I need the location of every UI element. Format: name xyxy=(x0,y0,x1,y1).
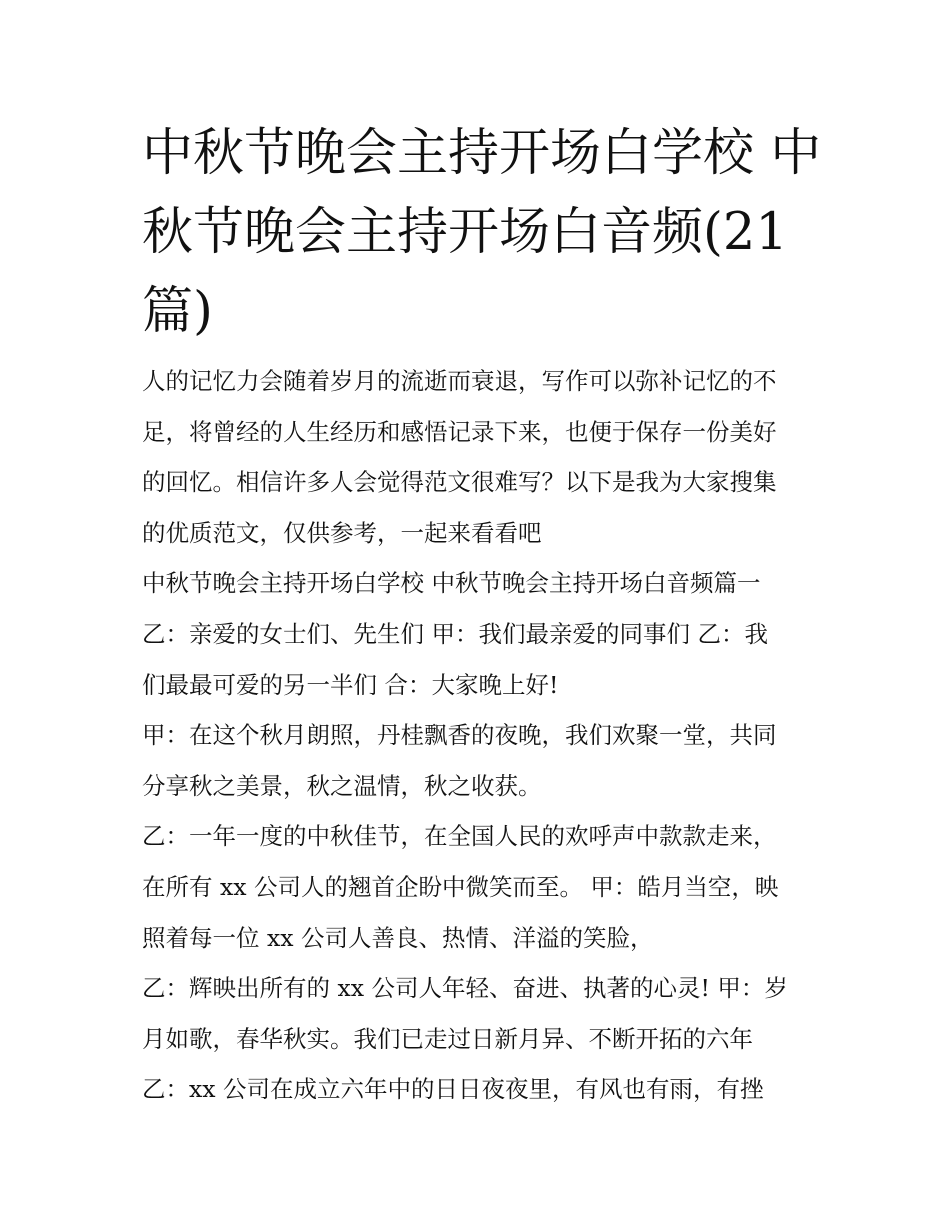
body-line: 的优质范文，仅供参考，一起来看看吧 xyxy=(142,518,542,547)
body-line: 中秋节晚会主持开场白学校 中秋节晚会主持开场白音频篇一 xyxy=(142,569,761,598)
body-line: 们最最可爱的另一半们 合：大家晚上好! xyxy=(142,670,559,699)
body-line: 乙：辉映出所有的 xx 公司人年轻、奋进、执著的心灵! 甲：岁 xyxy=(142,974,788,1003)
body-line: 足，将曾经的人生经历和感悟记录下来，也便于保存一份美好 xyxy=(142,417,777,446)
body-line: 甲：在这个秋月朗照，丹桂飘香的夜晚，我们欢聚一堂，共同 xyxy=(142,721,777,750)
title-line: 篇) xyxy=(142,282,213,341)
body-line: 照着每一位 xx 公司人善良、热情、洋溢的笑脸， xyxy=(142,923,654,952)
body-line: 乙：亲爱的女士们、先生们 甲：我们最亲爱的同事们 乙：我 xyxy=(142,619,768,648)
body-line: 的回忆。相信许多人会觉得范文很难写？以下是我为大家搜集 xyxy=(142,468,777,497)
body-line: 乙：xx 公司在成立六年中的日日夜夜里，有风也有雨，有挫 xyxy=(142,1075,764,1104)
body-line: 在所有 xx 公司人的翘首企盼中微笑而至。 甲：皓月当空，映 xyxy=(142,872,779,901)
title-line: 中秋节晚会主持开场白学校 中 xyxy=(142,124,822,183)
document-title xyxy=(142,114,822,351)
body-line: 乙：一年一度的中秋佳节，在全国人民的欢呼声中款款走来， xyxy=(142,822,777,851)
body-line: 月如歌，春华秋实。我们已走过日新月异、不断开拓的六年 xyxy=(142,1024,753,1053)
document-body xyxy=(142,356,814,1115)
body-line: 分享秋之美景，秋之温情，秋之收获。 xyxy=(142,771,542,800)
title-line: 秋节晚会主持开场白音频(21 xyxy=(142,203,788,262)
body-line: 人的记忆力会随着岁月的流逝而衰退，写作可以弥补记忆的不 xyxy=(142,367,777,395)
